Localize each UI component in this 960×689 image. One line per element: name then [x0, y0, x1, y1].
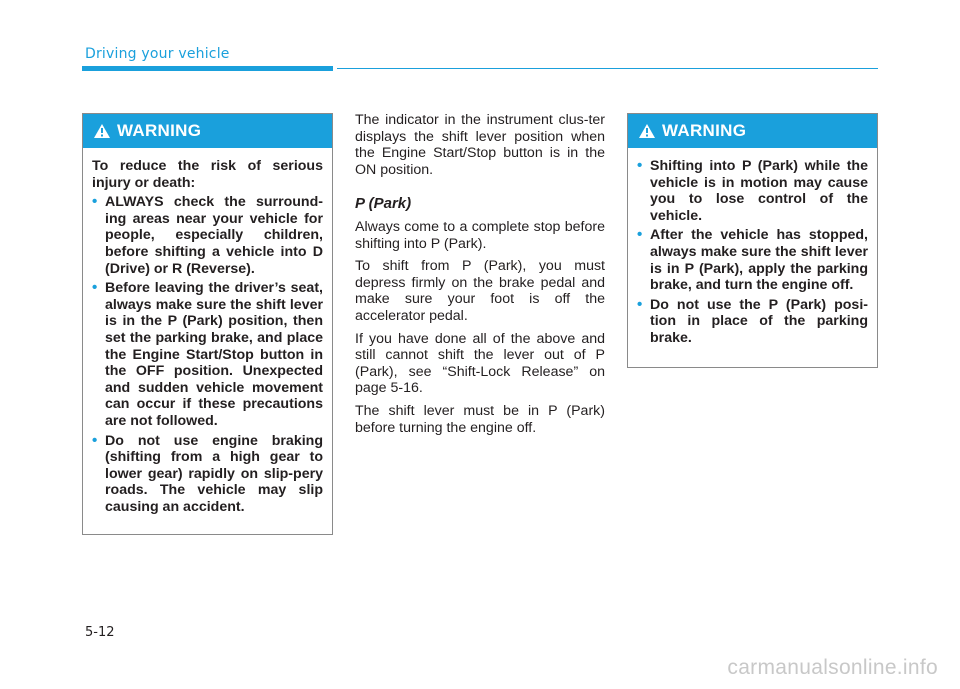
bullet-icon: • — [637, 226, 643, 244]
bullet-icon: • — [92, 279, 98, 297]
paragraph: The indicator in the instrument clus-ter displays the shift lever position when the Engine Start/Stop button is in the ON position. — [355, 112, 605, 178]
warning-body — [83, 148, 332, 528]
warning-header — [628, 114, 877, 148]
main-text-column — [355, 112, 605, 442]
bullet-icon: • — [92, 431, 98, 449]
warning-triangle-icon — [94, 124, 110, 138]
page-number: 5-12 — [85, 625, 115, 640]
paragraph: The shift lever must be in P (Park) before turning the engine off. — [355, 402, 605, 436]
watermark: carmanualsonline.info — [727, 656, 938, 679]
warning-list — [92, 194, 323, 515]
warning-intro: To reduce the risk of serious injury or death: — [92, 158, 323, 191]
warning-label: WARNING — [117, 121, 202, 140]
paragraph: To shift from P (Park), you must depress firmly on the brake pedal and make sure your foot is off the accelerator pedal. — [355, 258, 605, 324]
warning-item: • Do not use the P (Park) posi-tion in place of the parking brake. — [637, 295, 868, 346]
warning-item: • Shifting into P (Park) while the vehicle is in motion may cause you to lose control of the vehicle. — [637, 157, 868, 224]
warning-item: • Before leaving the driver’s seat, always make sure the shift lever is in the P (Park) position, then set the parking brake, and place the Engine Start/Stop button in the OFF position. Unexpected and sudden vehicle movement can occur if these precautions are not followed. — [92, 279, 323, 429]
warning-item: • ALWAYS check the surround-ing areas near your vehicle for people, especially children, before shifting a vehicle into D (Drive) or R (Reverse). — [92, 193, 323, 277]
warning-item: • Do not use engine braking (shifting from a high gear to lower gear) rapidly on slip-pery roads. The vehicle may slip causing an accident. — [92, 431, 323, 515]
bullet-icon: • — [637, 157, 643, 174]
warning-item: • After the vehicle has stopped, always make sure the shift lever is in P (Park), apply the parking brake, and turn the engine off. — [637, 226, 868, 294]
paragraph: If you have done all of the above and still cannot shift the lever out of P (Park), see “Shift-Lock Release” on page 5-16. — [355, 330, 605, 397]
bullet-icon: • — [637, 295, 643, 313]
warning-box-left — [82, 113, 333, 535]
warning-body — [628, 148, 877, 360]
warning-box-right — [627, 113, 878, 368]
bullet-icon: • — [92, 193, 98, 211]
warning-label: WARNING — [662, 121, 747, 140]
warning-list — [637, 158, 868, 347]
paragraph: Always come to a complete stop before shifting into P (Park). — [355, 218, 605, 252]
section-heading: P (Park) — [355, 195, 412, 213]
warning-header — [83, 114, 332, 148]
header-rule-thick — [82, 66, 333, 71]
warning-triangle-icon — [639, 124, 655, 138]
section-title: Driving your vehicle — [85, 46, 230, 62]
header-rule-thin — [337, 68, 878, 69]
